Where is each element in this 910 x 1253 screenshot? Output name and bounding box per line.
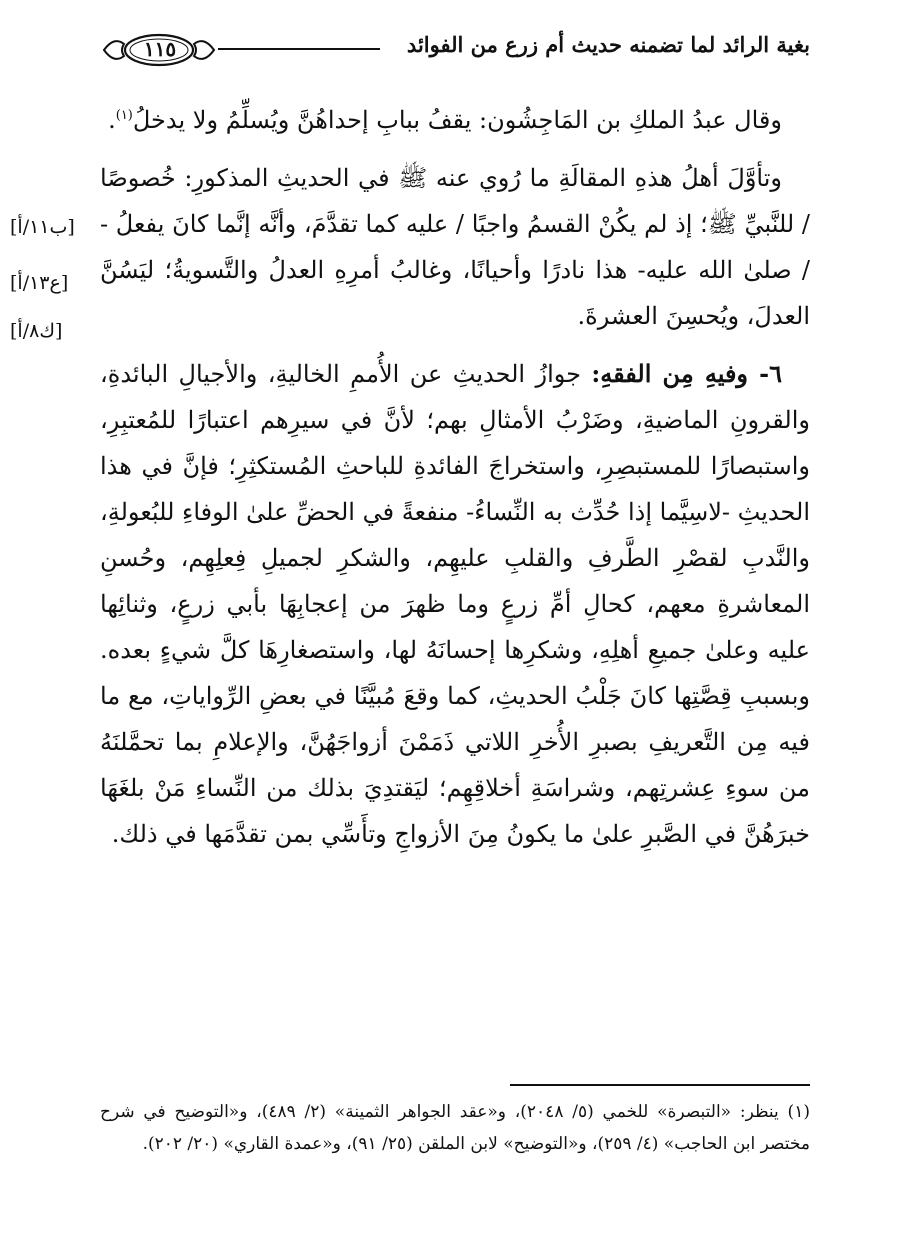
header-rule [218,48,380,50]
margin-marker-a: [ع١٣/أ] [10,272,69,294]
section-lead: ٦- وفيهِ مِن الفقهِ: [591,359,783,388]
paragraph-1-text: وقال عبدُ الملكِ بن المَاجِشُون: يقفُ ببابِ إحداهُنَّ ويُسلِّمُ ولا يدخلُ [132,106,782,134]
footnote: (١) ينظر: «التبصرة» للخمي (٥/ ٢٠٤٨)، و«عقد الجواهر الثمينة» (٢/ ٤٨٩)، و«التوضيح في شرح مختصر ابن الحاجب» (٤/ ٢٥٩)، و«التوضيح» لابن الملقن (٢٥/ ٩١)، و«عمدة القاري» (٢٠/ ٢٠٢). [100,1102,810,1154]
paragraph-2: وتأوَّلَ أهلُ هذهِ المقالَةِ ما رُوي عنه ﷺ في الحديثِ المذكورِ: خُصوصًا / للنَّبيِّ ﷺ؛ إذ لم يكُنْ القسمُ واجبًا / عليه كما تقدَّمَ، وأنَّه إنَّما كانَ يفعلُ - / صلىٰ الله عليه- هذا نادرًا وأحيانًا، وغالبُ أمرِهِ العدلُ والتَّسويةُ؛ ليَسُنَّ العدلَ، ويُحسِنَ العشرةَ. [100,164,810,330]
paragraph-1 [100,93,810,143]
footnote-separator [510,1084,810,1086]
footnote-reference: (١) [115,108,133,123]
paragraph-3 [100,351,810,857]
running-title: بغية الرائد لما تضمنه حديث أم زرع من الفوائد [406,32,810,57]
page-number: ١١٥ [143,37,177,61]
paragraph-1-end: . [108,106,116,134]
margin-marker-k: [ك٨/أ] [10,320,63,342]
paragraph-3-text: جوازُ الحديثِ عن الأُممِ الخاليةِ، والأجيالِ البائدةِ، والقرونِ الماضيةِ، وضَرْبُ الأمثالِ بهم؛ لأنَّ في سيرِهم اعتبارًا للمُعتبِرِ، واستبصارًا للمستبصِرِ، واستخراجَ الفائدةِ للباحثِ المُستكثِرِ؛ فإنَّ في هذا الحديثِ -لاسِيَّما إذا حُدِّث به النِّساءُ- منفعةً في الحضِّ علىٰ الوفاءِ للبُعولةِ، والنَّدبِ لقصْرِ الطَّرفِ والقلبِ عليهِم، والشكرِ لجميلِ فِعلِهِم، وحُسنِ المعاشرةِ معهم، كحالِ أمِّ زرعٍ وما ظهرَ من إعجابِهَا بأبي زرعٍ، وثنائِها عليه وعلىٰ جميعِ أهلِهِ، وشكرِها إحسانَهُ لها، واستصغارِهَا كلَّ شيءٍ بعده. وبسببِ قِصَّتِها كانَ جَلْبُ الحديثِ، كما وقعَ مُبيَّنًا في بعضِ الرِّواياتِ، مع ما فيه مِن التَّعريفِ بصبرِ الأُخرِ اللاتي ذَمَمْنَ أزواجَهُنَّ، والإعلامِ بما تحمَّلنَهُ من سوءِ عِشرتِهم، وشراسَةِ أخلاقِهِم؛ ليَقتدِيَ بذلك من النِّساءِ مَنْ بلغَهَا خبرَهُنَّ في الصَّبرِ علىٰ ما يكونُ مِنَ الأزواجِ وتأَسِّي بمن تقدَّمَها في ذلك. [100,360,811,848]
running-header [100,30,810,70]
margin-marker-b: [ب١١/أ] [10,216,75,238]
main-text [100,93,810,869]
